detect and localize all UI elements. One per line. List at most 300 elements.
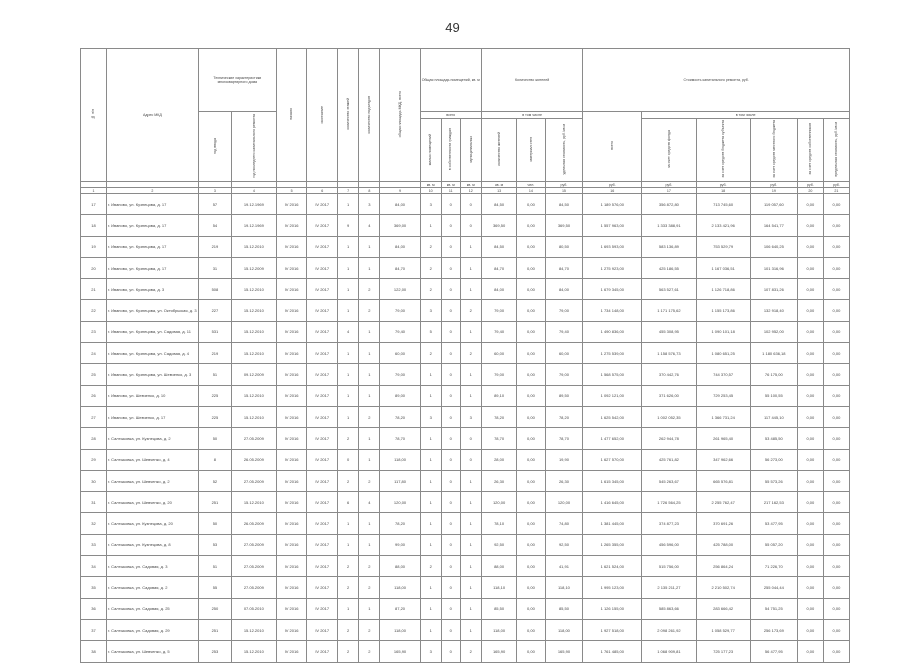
- table-cell: 1: [420, 534, 441, 555]
- table-cell: 0,00: [823, 641, 849, 662]
- table-cell: 0,00: [797, 556, 823, 577]
- table-cell: 425 186,55: [642, 257, 696, 278]
- table-cell: 0,00: [823, 257, 849, 278]
- table-cell: 0: [441, 279, 460, 300]
- table-cell: 0: [441, 321, 460, 342]
- table-cell: 0: [460, 194, 481, 215]
- table-cell: 0,00: [517, 343, 545, 364]
- column-number-cell: 1: [81, 188, 107, 194]
- table-cell: IV 2016: [276, 470, 307, 491]
- table-cell: 0,00: [823, 449, 849, 470]
- address-cell: г. Салтыковка, ул. Шевченко, д. 2: [106, 470, 198, 491]
- table-cell: 15.12.2010: [231, 279, 276, 300]
- header-period-start: начало: [276, 49, 307, 182]
- header-unit-cost: удельная стоимость, руб./кв.м: [545, 119, 583, 182]
- table-cell: 19,90: [545, 449, 583, 470]
- table-cell: IV 2017: [307, 257, 338, 278]
- table-cell: 1: [359, 449, 380, 470]
- table-cell: 0: [441, 385, 460, 406]
- table-cell: 09.12.2009: [231, 364, 276, 385]
- table-cell: 0,00: [823, 300, 849, 321]
- table-cell: 1: [420, 513, 441, 534]
- table-cell: 1 726 564,25: [642, 492, 696, 513]
- table-cell: 55 100,55: [750, 385, 797, 406]
- table-cell: 1: [460, 385, 481, 406]
- table-cell: 15.12.2010: [231, 343, 276, 364]
- table-cell: 0: [441, 577, 460, 598]
- header-group-count: Количество жителей: [481, 49, 582, 112]
- table-cell: 2: [359, 641, 380, 662]
- units-cell: кв. м: [441, 182, 460, 188]
- table-cell: 0,00: [797, 343, 823, 364]
- table-cell: 2: [460, 343, 481, 364]
- table-cell: 250: [198, 598, 231, 619]
- column-number-cell: 3: [198, 188, 231, 194]
- header-num: № п/п: [81, 49, 107, 182]
- row-index-cell: 26: [81, 385, 107, 406]
- table-cell: 0,00: [517, 364, 545, 385]
- table-cell: IV 2017: [307, 279, 338, 300]
- table-cell: 425 761,82: [642, 449, 696, 470]
- table-cell: 80,50: [545, 236, 583, 257]
- table-cell: 1: [460, 279, 481, 300]
- table-cell: IV 2016: [276, 577, 307, 598]
- table-cell: 1: [420, 619, 441, 640]
- table-cell: 0,00: [797, 598, 823, 619]
- row-index-cell: 23: [81, 321, 107, 342]
- table-cell: 0: [441, 300, 460, 321]
- row-index-cell: 36: [81, 598, 107, 619]
- table-cell: 0,00: [517, 513, 545, 534]
- table-cell: 1: [420, 364, 441, 385]
- table-cell: 56 477,95: [750, 641, 797, 662]
- table-cell: 1: [460, 534, 481, 555]
- address-cell: г. Салтыковка, ул. Шевченко, д. 20: [106, 492, 198, 513]
- table-cell: 2: [359, 619, 380, 640]
- table-cell: 79,40: [545, 321, 583, 342]
- table-row: [81, 619, 850, 640]
- table-cell: 0: [441, 470, 460, 491]
- column-number-cell: 19: [750, 188, 797, 194]
- table-row: [81, 513, 850, 534]
- table-cell: 118,10: [481, 577, 516, 598]
- table-cell: 89,10: [481, 385, 516, 406]
- column-number-cell: 8: [359, 188, 380, 194]
- table-cell: 0,00: [797, 194, 823, 215]
- table-cell: 1: [359, 598, 380, 619]
- table-cell: 31: [198, 257, 231, 278]
- address-cell: г. Салтыковка, ул. Садовая, д. 2: [106, 577, 198, 598]
- table-cell: 0,00: [517, 470, 545, 491]
- table-cell: 1: [420, 598, 441, 619]
- table-cell: 1 761 485,00: [583, 641, 642, 662]
- table-cell: 347 962,66: [696, 449, 750, 470]
- table-cell: 165,90: [545, 641, 583, 662]
- table-cell: 217 162,53: [750, 492, 797, 513]
- table-cell: 0,00: [517, 641, 545, 662]
- table-cell: 1 557 963,00: [583, 215, 642, 236]
- table-cell: 1: [338, 279, 359, 300]
- table-row: [81, 641, 850, 662]
- column-number-cell: 11: [441, 188, 460, 194]
- units-cell: чел.: [517, 182, 545, 188]
- table-row: [81, 364, 850, 385]
- table-cell: 2: [338, 470, 359, 491]
- table-cell: 725 177,23: [696, 641, 750, 662]
- table-cell: IV 2016: [276, 321, 307, 342]
- table-cell: 1: [338, 598, 359, 619]
- table-cell: 1 366 731,24: [696, 406, 750, 427]
- column-number-cell: 16: [583, 188, 642, 194]
- header-group-cost: Стоимость капитального ремонта, руб.: [583, 49, 850, 112]
- column-number-cell: 14: [517, 188, 545, 194]
- table-cell: 2 210 502,74: [696, 577, 750, 598]
- table-cell: IV 2017: [307, 300, 338, 321]
- row-index-cell: 19: [81, 236, 107, 257]
- header-people: количество жителей: [481, 119, 516, 182]
- column-number-cell: 21: [823, 188, 849, 194]
- table-cell: 2 255 762,47: [696, 492, 750, 513]
- table-cell: 1: [420, 428, 441, 449]
- table-cell: 0,00: [517, 619, 545, 640]
- table-cell: 78,70: [380, 428, 420, 449]
- table-cell: 456 596,00: [642, 534, 696, 555]
- table-cell: 99,00: [380, 534, 420, 555]
- table-cell: 19.12.1969: [231, 215, 276, 236]
- table-cell: 84,00: [380, 194, 420, 215]
- table-cell: 225: [198, 406, 231, 427]
- table-cell: 3: [420, 194, 441, 215]
- table-cell: 0,00: [797, 257, 823, 278]
- row-index-cell: 20: [81, 257, 107, 278]
- row-index-cell: 17: [81, 194, 107, 215]
- table-cell: 0,00: [797, 300, 823, 321]
- table-cell: 0,00: [797, 236, 823, 257]
- table-cell: 26.05.2009: [231, 449, 276, 470]
- header-group-tech: Технические характеристики многоквартирного дома: [198, 49, 276, 112]
- table-cell: 0: [338, 449, 359, 470]
- table-cell: 4: [359, 492, 380, 513]
- table-cell: 0,00: [797, 279, 823, 300]
- table-cell: 1: [359, 343, 380, 364]
- table-cell: 4: [359, 215, 380, 236]
- table-cell: 84,00: [380, 236, 420, 257]
- table-cell: 1: [460, 513, 481, 534]
- table-cell: 5: [420, 321, 441, 342]
- table-cell: 2: [420, 257, 441, 278]
- table-cell: 89,00: [380, 385, 420, 406]
- table-cell: 0: [441, 598, 460, 619]
- table-row: [81, 194, 850, 215]
- address-cell: г. Иваново, ул. Шевченко, д. 17: [106, 406, 198, 427]
- table-cell: 118,00: [380, 577, 420, 598]
- row-index-cell: 29: [81, 449, 107, 470]
- table-cell: 79,00: [545, 300, 583, 321]
- table-cell: 27.05.2009: [231, 428, 276, 449]
- table-cell: 1: [359, 321, 380, 342]
- table-cell: IV 2017: [307, 619, 338, 640]
- table-cell: 85,50: [481, 598, 516, 619]
- row-index-cell: 27: [81, 406, 107, 427]
- table-cell: 3: [420, 406, 441, 427]
- header-cost-sub: в том числе: [642, 112, 850, 119]
- column-number-cell: 7: [338, 188, 359, 194]
- table-cell: 1 058 529,77: [696, 619, 750, 640]
- table-cell: 60,00: [481, 343, 516, 364]
- table-cell: 102 952,00: [750, 321, 797, 342]
- table-cell: IV 2016: [276, 619, 307, 640]
- row-index-cell: 38: [81, 641, 107, 662]
- table-cell: 1: [359, 257, 380, 278]
- header-area-sub: всего: [420, 112, 481, 119]
- table-cell: 0,00: [797, 385, 823, 406]
- table-cell: 1: [338, 364, 359, 385]
- table-cell: 2: [338, 428, 359, 449]
- table-cell: 0,00: [517, 406, 545, 427]
- table-cell: 1 126 718,86: [696, 279, 750, 300]
- header-year-repair: год последнего капитального ремонта: [231, 112, 276, 182]
- table-cell: IV 2016: [276, 513, 307, 534]
- table-cell: 0,00: [517, 428, 545, 449]
- table-cell: 84,00: [545, 279, 583, 300]
- table-cell: 1 092 121,00: [583, 385, 642, 406]
- header-floors: количество этажей: [338, 49, 359, 182]
- table-cell: 2: [359, 279, 380, 300]
- table-cell: 585 863,66: [642, 598, 696, 619]
- address-cell: г. Иваново, ул. Кузнецова, д. 3: [106, 279, 198, 300]
- table-cell: 0,00: [797, 470, 823, 491]
- row-index-cell: 21: [81, 279, 107, 300]
- table-cell: 0,00: [823, 364, 849, 385]
- table-cell: 1 167 036,51: [696, 257, 750, 278]
- table-cell: 1 627 570,00: [583, 449, 642, 470]
- table-row: [81, 321, 850, 342]
- table-cell: 78,20: [481, 406, 516, 427]
- table-cell: 84,50: [481, 194, 516, 215]
- table-cell: 78,20: [545, 406, 583, 427]
- table-cell: 3: [359, 194, 380, 215]
- header-row-groups: [81, 49, 850, 112]
- table-cell: 374 877,23: [642, 513, 696, 534]
- table-cell: 2: [420, 343, 441, 364]
- table-cell: 227: [198, 300, 231, 321]
- table-cell: 1: [359, 236, 380, 257]
- address-cell: г. Иваново, ул. Кузнецова, д. 17: [106, 215, 198, 236]
- table-cell: 563 527,61: [642, 279, 696, 300]
- table-cell: IV 2016: [276, 343, 307, 364]
- address-cell: г. Иваново, ул. Кузнецова, д. 17: [106, 236, 198, 257]
- table-cell: 3: [420, 300, 441, 321]
- row-index-cell: 24: [81, 343, 107, 364]
- table-cell: 1 155 173,86: [696, 300, 750, 321]
- address-cell: г. Салтыковка, ул. Садовая, д. 29: [106, 619, 198, 640]
- table-cell: 0,00: [823, 215, 849, 236]
- table-cell: 27.05.2009: [231, 534, 276, 555]
- table-cell: 0: [441, 406, 460, 427]
- table-cell: 0,00: [797, 641, 823, 662]
- table-cell: 53 477,95: [750, 513, 797, 534]
- table-cell: 2: [359, 556, 380, 577]
- table-cell: 1 090 101,18: [696, 321, 750, 342]
- table-cell: 1: [338, 300, 359, 321]
- row-index-cell: 22: [81, 300, 107, 321]
- table-cell: 0: [441, 492, 460, 513]
- table-cell: 219: [198, 236, 231, 257]
- table-cell: 0,00: [823, 470, 849, 491]
- units-cell: кв. м: [420, 182, 441, 188]
- table-cell: 15.12.2010: [231, 492, 276, 513]
- table-cell: 219: [198, 343, 231, 364]
- table-cell: 0,00: [517, 598, 545, 619]
- table-cell: 2: [338, 577, 359, 598]
- table-cell: 50: [198, 428, 231, 449]
- table-cell: 8: [198, 449, 231, 470]
- table-cell: 4: [338, 321, 359, 342]
- table-cell: 0,00: [823, 279, 849, 300]
- table-cell: 0: [441, 619, 460, 640]
- table-cell: 0,00: [823, 321, 849, 342]
- table-cell: 15.12.2010: [231, 619, 276, 640]
- table-cell: 1 189 576,00: [583, 194, 642, 215]
- table-cell: 1 416 645,00: [583, 492, 642, 513]
- table-cell: 60,00: [545, 343, 583, 364]
- column-number-cell: 15: [545, 188, 583, 194]
- address-cell: г. Салтыковка, ул. Кузнецова, д. 8: [106, 534, 198, 555]
- table-cell: 0: [441, 534, 460, 555]
- table-cell: 1 333 388,91: [642, 215, 696, 236]
- table-cell: 87,20: [380, 598, 420, 619]
- table-cell: 2: [420, 236, 441, 257]
- table-cell: 0: [441, 257, 460, 278]
- repair-program-table: [80, 48, 850, 663]
- column-number-cell: 5: [276, 188, 307, 194]
- table-cell: IV 2016: [276, 556, 307, 577]
- row-index-cell: 32: [81, 513, 107, 534]
- table-cell: 0,00: [823, 406, 849, 427]
- table-cell: 1 068 909,81: [642, 641, 696, 662]
- table-cell: 2: [359, 470, 380, 491]
- table-cell: 165,90: [481, 641, 516, 662]
- table-cell: IV 2016: [276, 300, 307, 321]
- header-cost-total: всего: [583, 112, 642, 182]
- repair-program-table-container: [80, 48, 850, 663]
- header-cost-local: за счет средств местного бюджета: [750, 119, 797, 182]
- table-cell: 53: [198, 534, 231, 555]
- table-cell: 1: [460, 321, 481, 342]
- table-cell: 0: [441, 556, 460, 577]
- table-cell: 3: [460, 406, 481, 427]
- table-cell: 370 442,76: [642, 364, 696, 385]
- address-cell: г. Салтыковка, ул. Кузнецова, д. 20: [106, 513, 198, 534]
- table-cell: 84,00: [481, 279, 516, 300]
- table-row: [81, 470, 850, 491]
- table-cell: 0,00: [823, 513, 849, 534]
- table-cell: 78,70: [481, 428, 516, 449]
- table-cell: 15.12.2010: [231, 641, 276, 662]
- address-cell: г. Иваново, ул. Кузнецова, ул. Шевченко, д. 3: [106, 364, 198, 385]
- table-row: [81, 257, 850, 278]
- table-row: [81, 343, 850, 364]
- table-cell: 120,00: [380, 492, 420, 513]
- table-cell: 55 573,26: [750, 470, 797, 491]
- table-cell: IV 2016: [276, 428, 307, 449]
- table-cell: IV 2017: [307, 428, 338, 449]
- table-cell: 0: [441, 364, 460, 385]
- table-cell: 369,50: [481, 215, 516, 236]
- table-cell: 89,50: [545, 385, 583, 406]
- table-cell: 1: [420, 470, 441, 491]
- table-cell: 26,30: [545, 470, 583, 491]
- table-cell: 0,00: [517, 449, 545, 470]
- table-row: [81, 577, 850, 598]
- table-cell: 1: [460, 257, 481, 278]
- column-number-cell: 4: [231, 188, 276, 194]
- table-cell: 122,00: [380, 279, 420, 300]
- table-cell: IV 2016: [276, 194, 307, 215]
- table-cell: 0,00: [797, 406, 823, 427]
- table-cell: 15.12.2010: [231, 321, 276, 342]
- table-cell: 0,00: [517, 577, 545, 598]
- units-cell: руб.: [545, 182, 583, 188]
- address-cell: г. Салтыковка, ул. Шевченко, д. 5: [106, 641, 198, 662]
- table-cell: 106 640,25: [750, 236, 797, 257]
- table-cell: 515 756,00: [642, 556, 696, 577]
- header-cost-fund: за счет средств фонда: [642, 119, 696, 182]
- address-cell: г. Иваново, ул. Кузнецова, д. 17: [106, 257, 198, 278]
- table-cell: 50: [198, 513, 231, 534]
- table-cell: 1 927 518,00: [583, 619, 642, 640]
- table-cell: 0,00: [823, 428, 849, 449]
- table-cell: 79,00: [380, 300, 420, 321]
- table-cell: 1 275 539,00: [583, 343, 642, 364]
- table-cell: 0,00: [823, 577, 849, 598]
- table-cell: IV 2017: [307, 641, 338, 662]
- table-cell: 283 666,42: [696, 598, 750, 619]
- address-cell: г. Салтыковка, ул. Садовая, д. 3: [106, 556, 198, 577]
- table-cell: 55 057,20: [750, 534, 797, 555]
- table-cell: 455 308,95: [642, 321, 696, 342]
- column-number-cell: 2: [106, 188, 198, 194]
- table-cell: 164 541,77: [750, 215, 797, 236]
- units-cell: руб.: [642, 182, 696, 188]
- table-cell: IV 2017: [307, 556, 338, 577]
- table-cell: 0,00: [823, 619, 849, 640]
- address-cell: г. Иваново, ул. Кузнецова, ул. Октябрьская, д. 3: [106, 300, 198, 321]
- table-cell: 2: [420, 279, 441, 300]
- table-cell: IV 2016: [276, 236, 307, 257]
- table-cell: 1: [359, 534, 380, 555]
- header-area-munic: муниципальных: [460, 119, 481, 182]
- column-number-cell: 9: [380, 188, 420, 194]
- table-cell: IV 2017: [307, 470, 338, 491]
- table-cell: 84,70: [481, 257, 516, 278]
- table-cell: IV 2017: [307, 598, 338, 619]
- table-cell: 0,00: [797, 428, 823, 449]
- column-number-cell: 6: [307, 188, 338, 194]
- units-cell: руб.: [797, 182, 823, 188]
- table-cell: 2 098 261,92: [642, 619, 696, 640]
- table-cell: 1: [338, 406, 359, 427]
- table-cell: IV 2016: [276, 534, 307, 555]
- table-cell: 0,00: [517, 215, 545, 236]
- table-cell: 261 965,40: [696, 428, 750, 449]
- table-cell: 74,80: [545, 513, 583, 534]
- table-cell: 54: [198, 215, 231, 236]
- table-cell: 1 477 652,00: [583, 428, 642, 449]
- table-cell: 1: [420, 385, 441, 406]
- table-cell: 55: [198, 577, 231, 598]
- header-year-built: год ввода: [198, 112, 231, 182]
